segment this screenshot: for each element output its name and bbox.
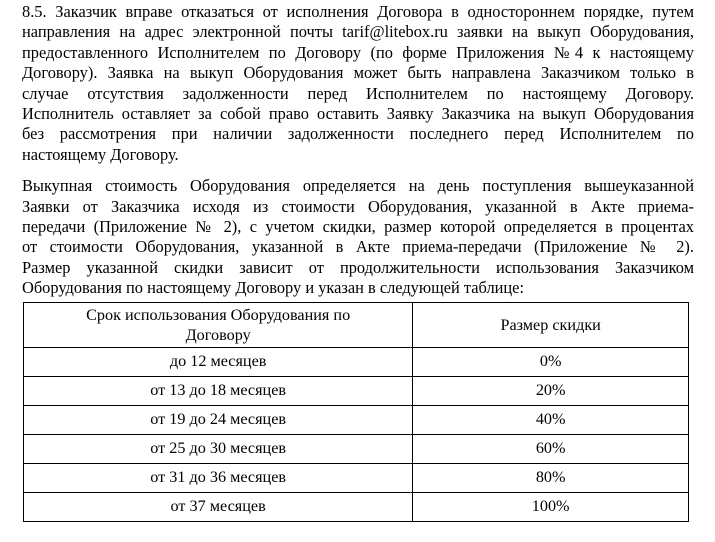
- clause-8-5-paragraph: [22, 2, 694, 165]
- text-line: Заявки от Заказчика исходя из стоимости Оборудования, указанной в Акте приема-: [22, 196, 694, 216]
- header-term-line-1: Срок использования Оборудования по: [86, 305, 351, 324]
- text-line: без рассмотрения при наличии задолженности последнего перед Исполнителем по: [22, 124, 694, 144]
- text-line: Выкупная стоимость Оборудования определяется на день поступления вышеуказанной: [22, 176, 694, 196]
- term-cell: от 13 до 18 месяцев: [24, 376, 413, 405]
- text-line: настоящему Договору.: [22, 144, 179, 164]
- discount-cell: 20%: [413, 376, 689, 405]
- text-line: Договору). Заявка на выкуп Оборудования может быть направлена Заказчиком только в: [22, 63, 694, 83]
- table-row: [24, 376, 689, 405]
- text-line: случае отсутствия задолженности перед Исполнителем по настоящему Договору.: [22, 83, 694, 103]
- discount-cell: 60%: [413, 434, 689, 463]
- text-line: передачи (Приложение № 2), с учетом скидки, размер которой определяется в процентах: [22, 217, 694, 237]
- text-line: предоставленного Исполнителем по Договору (по форме Приложения №4 к настоящему: [22, 42, 694, 62]
- discount-table: [23, 302, 689, 522]
- discount-cell: 40%: [413, 405, 689, 434]
- table-row: [24, 463, 689, 492]
- text-line: Оборудования по настоящему Договору и указан в следующей таблице:: [22, 278, 525, 298]
- discount-cell: 80%: [413, 463, 689, 492]
- term-cell: от 25 до 30 месяцев: [24, 434, 413, 463]
- table-header-row: [24, 302, 689, 347]
- term-cell: от 37 месяцев: [24, 492, 413, 521]
- header-discount-cell: Размер скидки: [413, 302, 689, 347]
- term-cell: от 19 до 24 месяцев: [24, 405, 413, 434]
- term-cell: от 31 до 36 месяцев: [24, 463, 413, 492]
- term-cell: до 12 месяцев: [24, 347, 413, 376]
- text-line: Размер указанной скидки зависит от продолжительности использования Заказчиком: [22, 257, 694, 277]
- table-row: [24, 434, 689, 463]
- table-row: [24, 492, 689, 521]
- buyout-price-paragraph: [22, 176, 694, 298]
- table-row: [24, 405, 689, 434]
- text-line: 8.5. Заказчик вправе отказаться от исполнения Договора в одностороннем порядке, путем: [22, 2, 694, 21]
- discount-cell: 100%: [413, 492, 689, 521]
- header-term-line-2: Договору: [185, 325, 251, 344]
- document-page: [22, 2, 694, 522]
- discount-cell: 0%: [413, 347, 689, 376]
- header-term-cell: [24, 302, 413, 347]
- text-line: направления на адрес электронной почты tarif@litebox.ru заявки на выкуп Оборудования,: [22, 22, 694, 42]
- text-line: Исполнитель оставляет за собой право оставить Заявку Заказчика на выкуп Оборудования: [22, 104, 694, 124]
- table-row: [24, 347, 689, 376]
- text-line: от стоимости Оборудования, указанной в Акте приема-передачи (Приложение № 2).: [22, 237, 694, 257]
